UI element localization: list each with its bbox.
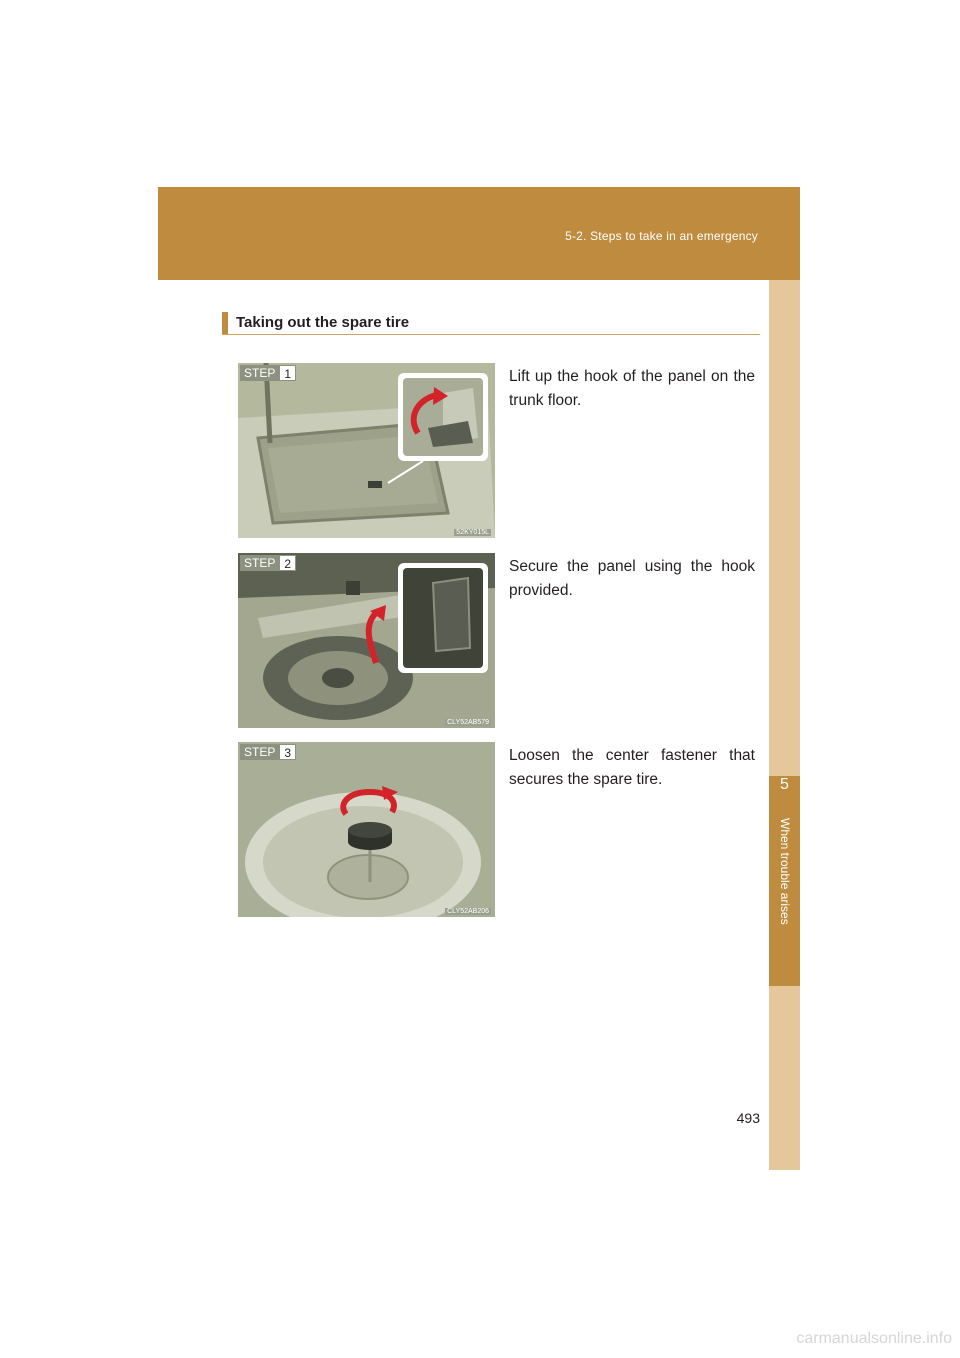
step-3-text: Loosen the center fastener that secures the spare tire. xyxy=(509,747,755,788)
step-1-image-code: 52KY015L xyxy=(456,529,489,536)
side-tab xyxy=(769,280,800,1170)
step-2-image-code: CLY52AB579 xyxy=(447,719,489,726)
step-3-illustration xyxy=(238,742,495,917)
chapter-number: 5 xyxy=(780,776,789,793)
step-2-badge: STEP 2 xyxy=(240,555,296,571)
step-1-text: Lift up the hook of the panel on the trunk floor. xyxy=(509,368,755,409)
step-2-text: Secure the panel using the hook provided. xyxy=(509,558,755,599)
step-3-image-code: CLY52AB206 xyxy=(447,908,489,915)
step-2-illustration xyxy=(238,553,495,728)
section-label: 5-2. Steps to take in an emergency xyxy=(565,229,758,243)
step-1 xyxy=(238,363,760,538)
header-band xyxy=(158,187,800,280)
step-1-illustration xyxy=(238,363,495,538)
step-1-badge: STEP 1 xyxy=(240,365,296,381)
step-2 xyxy=(238,553,760,728)
heading-accent-bar xyxy=(222,312,228,334)
page-number: 493 xyxy=(736,1110,760,1126)
subsection-title: Taking out the spare tire xyxy=(236,314,410,331)
chapter-title: When trouble arises xyxy=(778,818,792,925)
watermark[interactable]: carmanualsonline.info xyxy=(796,1330,952,1347)
subsection-heading xyxy=(222,312,760,335)
step-3 xyxy=(238,742,760,917)
step-3-badge: STEP 3 xyxy=(240,744,296,760)
